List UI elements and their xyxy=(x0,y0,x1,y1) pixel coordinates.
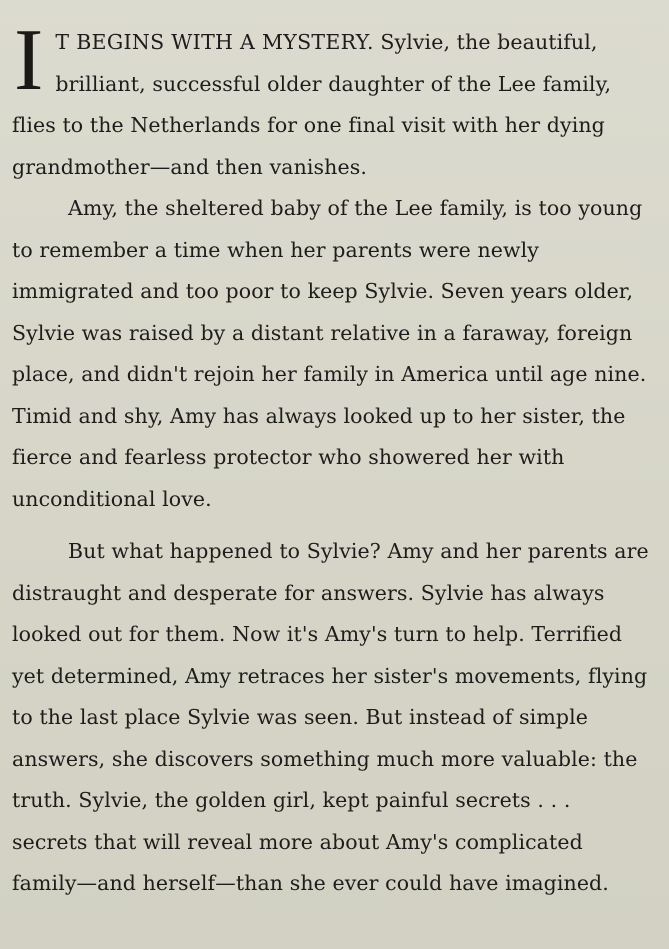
drop-cap: I xyxy=(14,12,44,109)
opening-lead: T BEGINS WITH A MYSTERY. xyxy=(55,30,374,54)
paragraph-2: Amy, the sheltered baby of the Lee family, is too young to remember a time when her parents were newly immigrated and too poor to keep Sylvie. Seven years older, Sylvie was raised by a distant relative in a faraway, foreign place, and didn't rejoin her family in America until age nine. Timid and shy, Amy has always looked up to her sister, the fierce and fearless protector who showered her with unconditional love. xyxy=(12,196,647,511)
paragraph-3: But what happened to Sylvie? Amy and her parents are distraught and desperate for answers. Sylvie has always looked out for them. Now it's Amy's turn to help. Terrified yet determined, Amy retraces her sister's movements, flying to the last place Sylvie was seen. But instead of simple answers, she discovers something much more valuable: the truth. Sylvie, the golden girl, kept painful secrets . . . secrets that will reveal more about Amy's complicated family—and herself—than she ever could have imagined. xyxy=(12,539,649,895)
paragraph-1-text: Sylvie, the beautiful, brilliant, successful older daughter of the Lee family, flies to the Netherlands for one final visit with her dying grandmother—and then vanishes. xyxy=(12,30,612,179)
paragraph-1 xyxy=(12,12,651,188)
